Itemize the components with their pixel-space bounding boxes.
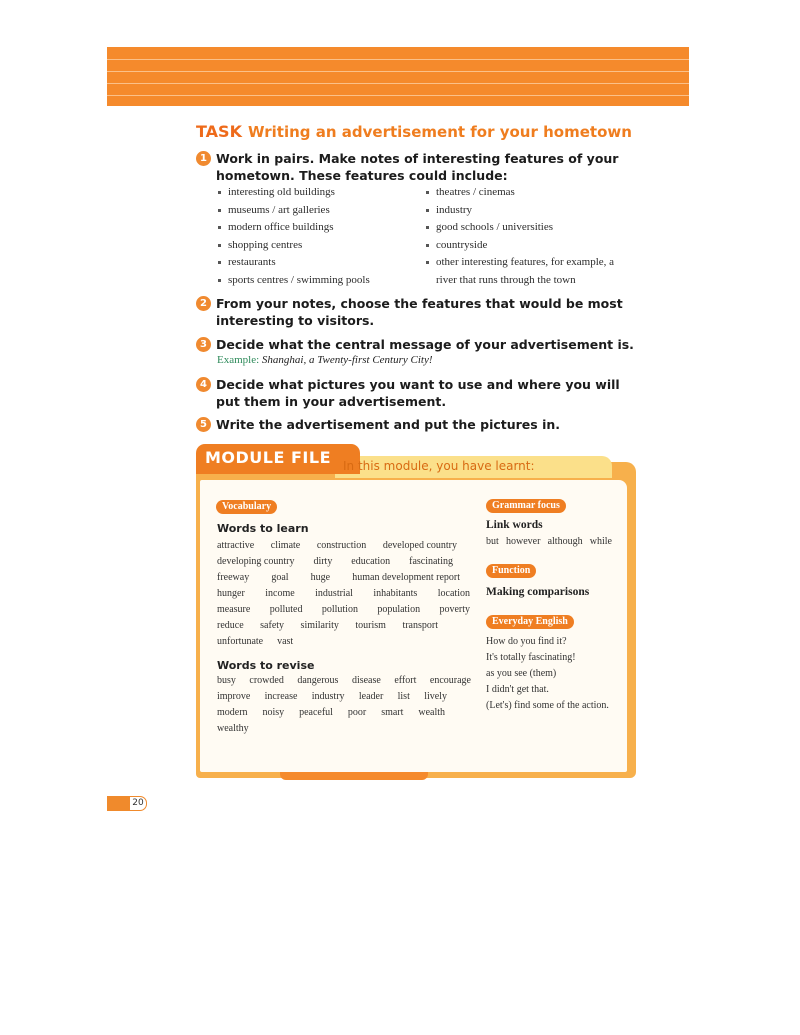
word: effort — [394, 675, 417, 686]
word-line — [217, 634, 470, 650]
word: poverty — [439, 604, 470, 615]
word: improve — [217, 691, 251, 702]
word: freeway — [217, 572, 250, 583]
word: wealthy — [217, 723, 249, 734]
feature-list-right — [425, 184, 614, 289]
list-item: countryside — [425, 237, 614, 255]
word: income — [265, 588, 295, 599]
word: reduce — [217, 620, 244, 631]
task-heading: Writing an advertisement for your hometown — [247, 123, 632, 141]
function-badge: Function — [486, 564, 536, 578]
words-to-learn-list — [217, 538, 470, 650]
word: unfortunate — [217, 636, 264, 647]
word: education — [351, 556, 391, 567]
word: climate — [270, 540, 301, 551]
phrase: (Let's) find some of the action. — [486, 700, 609, 711]
word: dirty — [313, 556, 333, 567]
page-number: 20 — [129, 796, 147, 811]
word: huge — [310, 572, 331, 583]
word: similarity — [300, 620, 339, 631]
list-item: modern office buildings — [217, 219, 370, 237]
word: industry — [311, 691, 345, 702]
top-banner — [107, 47, 689, 106]
grammar-focus-badge: Grammar focus — [486, 499, 566, 513]
list-item: shopping centres — [217, 237, 370, 255]
example — [217, 354, 433, 366]
word: polluted — [269, 604, 303, 615]
word-line — [217, 618, 438, 634]
words-to-revise-heading: Words to revise — [217, 659, 315, 672]
word: disease — [351, 675, 381, 686]
list-item: interesting old buildings — [217, 184, 370, 202]
word: modern — [217, 707, 248, 718]
word: crowded — [249, 675, 284, 686]
step-text: Decide what pictures you want to use and where you will put them in your advertisement. — [216, 377, 620, 409]
step-number: 3 — [196, 337, 211, 352]
word: pollution — [321, 604, 358, 615]
step-number: 2 — [196, 296, 211, 311]
word: tourism — [355, 620, 386, 631]
list-item: restaurants — [217, 254, 370, 272]
word: location — [437, 588, 470, 599]
step-text: Write the advertisement and put the pictures in. — [216, 417, 561, 432]
function-heading: Making comparisons — [486, 586, 590, 598]
word-line — [217, 673, 471, 689]
word-line — [217, 586, 470, 602]
word: however — [505, 536, 541, 547]
word: developed country — [382, 540, 457, 551]
example-text: Shanghai, a Twenty-first Century City! — [261, 354, 433, 366]
word-line — [217, 721, 471, 737]
word: encourage — [429, 675, 471, 686]
word: population — [377, 604, 421, 615]
word-line — [217, 689, 447, 705]
word: noisy — [262, 707, 285, 718]
feature-list-left — [217, 184, 370, 289]
phrase: It's totally fascinating! — [486, 652, 576, 663]
list-item: river that runs through the town — [436, 273, 576, 286]
everyday-english-list — [486, 634, 609, 714]
word: safety — [260, 620, 285, 631]
word: while — [589, 536, 612, 547]
word: fascinating — [409, 556, 453, 567]
word: industrial — [315, 588, 353, 599]
word: inhabitants — [373, 588, 418, 599]
step-1 — [196, 150, 646, 184]
task-title — [196, 122, 632, 141]
word: leader — [358, 691, 384, 702]
step-3 — [196, 336, 646, 353]
everyday-english-badge: Everyday English — [486, 615, 574, 629]
word: goal — [271, 572, 289, 583]
step-2 — [196, 295, 646, 329]
word: developing country — [217, 556, 295, 567]
phrase: I didn't get that. — [486, 684, 549, 695]
word: smart — [381, 707, 404, 718]
word: busy — [217, 675, 236, 686]
list-item: theatres / cinemas — [425, 184, 614, 202]
module-file-subtitle: In this module, you have learnt: — [343, 459, 535, 473]
step-4 — [196, 376, 646, 410]
step-text: Decide what the central message of your advertisement is. — [216, 337, 634, 352]
word: although — [547, 536, 583, 547]
word-line — [217, 705, 445, 721]
word: poor — [347, 707, 367, 718]
link-words-list — [486, 534, 612, 550]
list-item: good schools / universities — [425, 219, 614, 237]
list-item: industry — [425, 202, 614, 220]
list-item: other interesting features, for example, a — [425, 254, 614, 272]
phrase: as you see (them) — [486, 668, 557, 679]
module-file-foot — [280, 772, 428, 780]
word-line — [217, 570, 460, 586]
word: hunger — [217, 588, 245, 599]
step-number: 4 — [196, 377, 211, 392]
word-line — [217, 538, 457, 554]
word-line — [217, 554, 453, 570]
list-item: museums / art galleries — [217, 202, 370, 220]
example-label: Example: — [217, 354, 260, 366]
word: wealth — [418, 707, 445, 718]
step-text: From your notes, choose the features that would be most interesting to visitors. — [216, 296, 623, 328]
word-line — [486, 534, 612, 550]
word: human development report — [352, 572, 460, 583]
word: but — [486, 536, 499, 547]
phrase: How do you find it? — [486, 636, 567, 647]
word: construction — [316, 540, 367, 551]
module-file-title: MODULE FILE — [205, 448, 331, 467]
words-to-learn-heading: Words to learn — [217, 522, 309, 535]
word: attractive — [217, 540, 255, 551]
word: increase — [264, 691, 298, 702]
word: vast — [277, 636, 294, 647]
word: measure — [217, 604, 251, 615]
task-label: TASK — [196, 122, 242, 141]
link-words-heading: Link words — [486, 519, 543, 531]
word: peaceful — [299, 707, 333, 718]
step-number: 5 — [196, 417, 211, 432]
vocabulary-badge: Vocabulary — [216, 500, 277, 514]
word: list — [397, 691, 410, 702]
list-item: sports centres / swimming pools — [217, 272, 370, 290]
word: lively — [424, 691, 447, 702]
step-number: 1 — [196, 151, 211, 166]
word-line — [217, 602, 470, 618]
word: dangerous — [297, 675, 339, 686]
words-to-revise-list — [217, 673, 471, 737]
step-text: Work in pairs. Make notes of interesting features of your hometown. These features could include: — [216, 151, 619, 183]
word: transport — [402, 620, 438, 631]
step-5 — [196, 416, 646, 433]
